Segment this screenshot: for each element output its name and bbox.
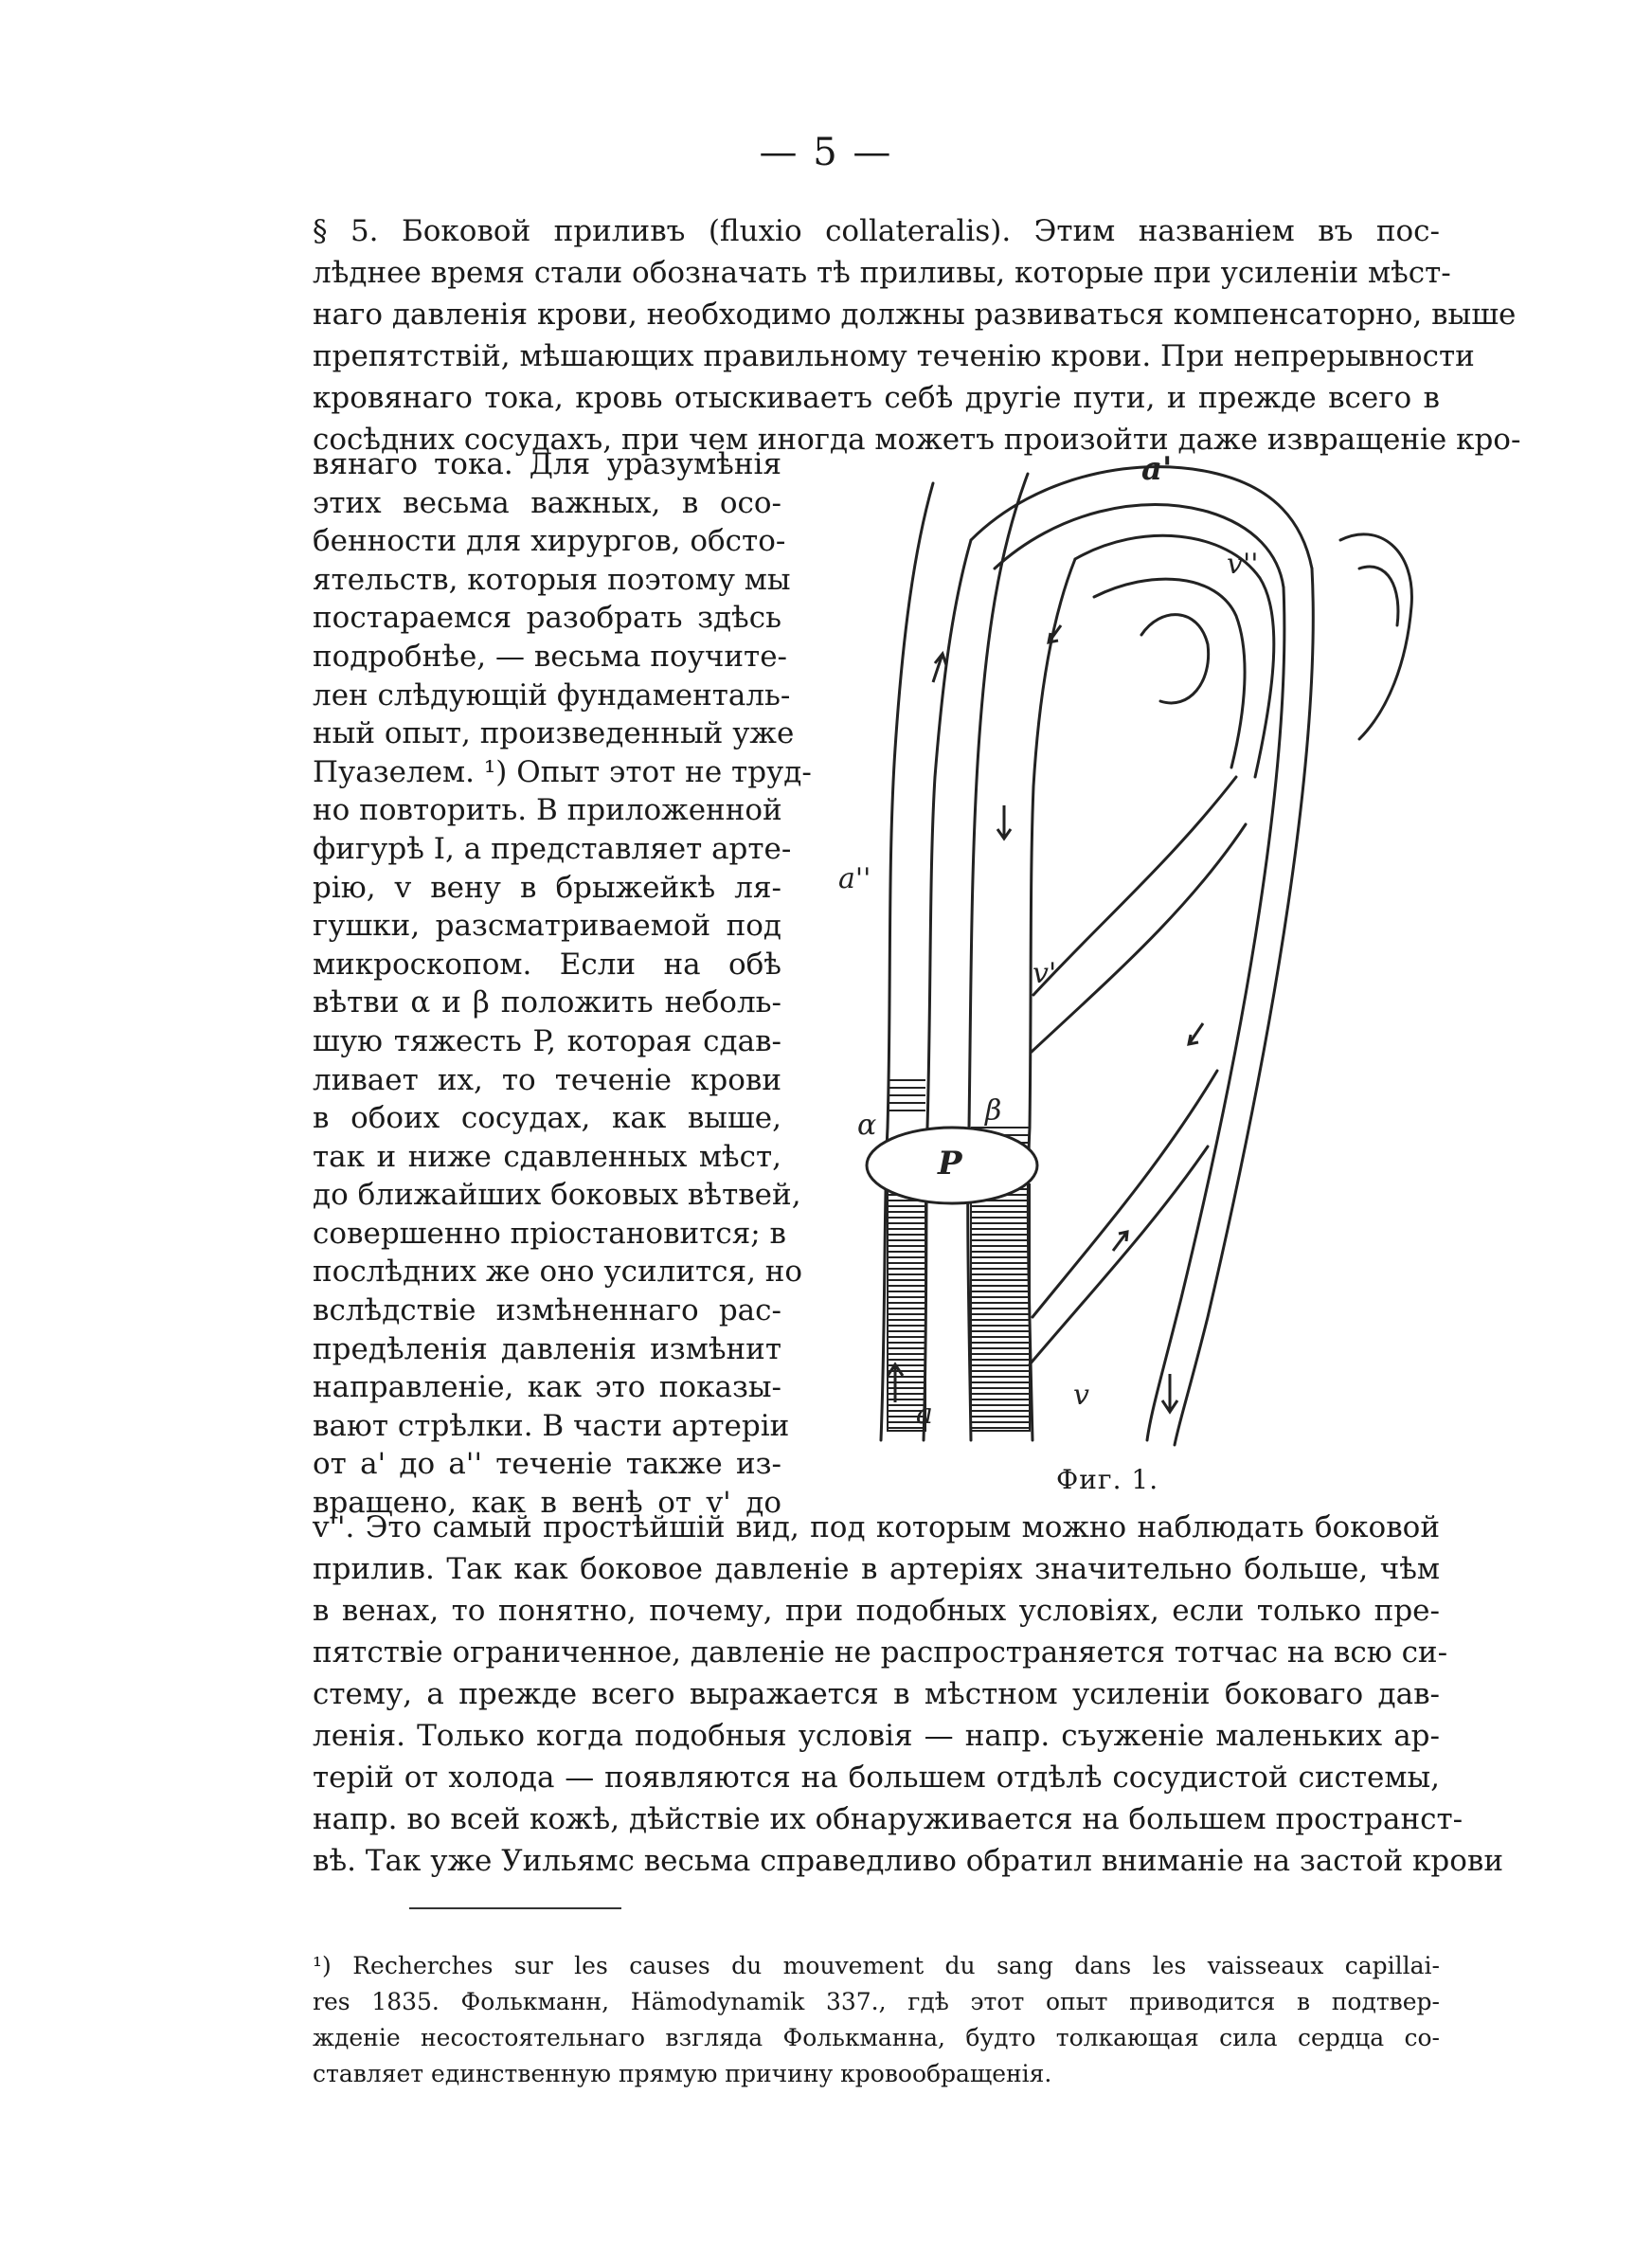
text-line: направленіе, как это показы- <box>313 1370 781 1405</box>
figure-caption: Фиг. 1. <box>1056 1464 1159 1495</box>
label-pressure: P <box>938 1145 962 1183</box>
text-line: вают стрѣлки. В части артеріи <box>313 1408 790 1443</box>
capillary-loop-1 <box>1141 615 1209 703</box>
label-a-bottom: a <box>916 1398 933 1431</box>
text-line: прилив. Так как боковое давленіе в артеріях значительно больше, чѣм <box>313 1552 1440 1586</box>
text-line: предѣленія давленія измѣнит <box>313 1331 781 1366</box>
text-line: шую тяжесть P, которая сдав- <box>313 1023 781 1058</box>
text-line: напр. во всей кожѣ, дѣйствіе их обнаруживается на большем пространст- <box>313 1802 1463 1836</box>
text-line: сосѣдних сосудахъ, при чем иногда можетъ произойти даже извращеніе кро- <box>313 423 1521 457</box>
footnote-line: ставляет единственную прямую причину кровообращенія. <box>313 2060 1052 2087</box>
label-v-mid: v' <box>1032 957 1057 990</box>
text-line: § 5. Боковой приливъ (fluxio collateralis). Этим названіем въ пос- <box>313 214 1440 248</box>
arrow-down-icon <box>997 805 1011 839</box>
artery-right-wall <box>924 540 971 1440</box>
paragraph-bottom <box>313 1507 1503 1882</box>
vessel-diagram <box>829 464 1435 1450</box>
text-line: вслѣдствіе измѣненнаго рас- <box>313 1293 781 1328</box>
left-column-text <box>313 445 812 1523</box>
vein-right-wall <box>1028 559 1075 1440</box>
footnote-line: ¹) Recherches sur les causes du mouvement du sang dans les vaisseaux capillai- <box>313 1952 1440 1979</box>
text-line: микроскопом. Если на обѣ <box>313 947 781 982</box>
text-line: v''. Это самый простѣйшій вид, под которым можно наблюдать боковой <box>313 1510 1440 1544</box>
vein-compressed-segment <box>971 1184 1030 1431</box>
text-line: ный опыт, произведенный уже <box>313 716 795 751</box>
text-line: вянаго тока. Для уразумѣнія <box>313 447 781 481</box>
text-line: постараемся разобрать здѣсь <box>313 601 781 636</box>
label-v-bottom: v <box>1073 1379 1089 1412</box>
text-line: гушки, разсматриваемой под <box>313 909 781 944</box>
text-line: совершенно пріостановится; в <box>313 1216 787 1251</box>
label-alpha: α <box>857 1109 877 1142</box>
diagonal-branch-1 <box>1033 777 1236 995</box>
text-line: вѣ. Так уже Уильямс весьма справедливо обратил вниманіе на застой крови <box>313 1844 1503 1878</box>
footnote-line: res 1835. Фолькманн, Hämodynamik 337., гдѣ этот опыт приводится в подтвер- <box>313 1988 1440 2015</box>
text-line: ливает их, то теченіе крови <box>313 1062 781 1097</box>
text-line: так и ниже сдавленных мѣст, <box>313 1139 781 1174</box>
text-line: пятствіе ограниченное, давленіе не распространяется тотчас на всю си- <box>313 1635 1448 1670</box>
text-line: кровянаго тока, кровь отыскиваетъ себѣ другіе пути, и прежде всего в <box>313 381 1440 415</box>
diagonal-branch-2 <box>1032 824 1246 1052</box>
vein-right-descending-inner <box>1147 587 1284 1440</box>
label-beta: β <box>985 1094 1002 1128</box>
branch-arc-second-inner <box>1094 579 1245 767</box>
text-line: Пуазелем. ¹) Опыт этот не труд- <box>313 754 812 789</box>
text-line: подробнѣе, — весьма поучите- <box>313 639 788 674</box>
figure-blood-vessels <box>829 450 1435 1450</box>
text-line: в обоих сосудах, как выше, <box>313 1101 781 1136</box>
footnote <box>313 1948 1440 2092</box>
text-line: вращено, как в венѣ от v' до <box>313 1486 781 1521</box>
text-line: лен слѣдующій фундаменталь- <box>313 677 791 713</box>
text-line: бенности для хирургов, обсто- <box>313 524 786 559</box>
text-line: лѣднее время стали обозначать тѣ приливы, которые при усиленіи мѣст- <box>313 256 1451 290</box>
capillary-loop-3 <box>1359 567 1398 625</box>
arrow-diag-icon <box>1113 1232 1127 1251</box>
page-number: — 5 — <box>759 131 893 174</box>
label-a-mid: a'' <box>838 862 871 895</box>
label-v-top: v'' <box>1227 548 1259 581</box>
footnote-divider <box>409 1907 621 1909</box>
artery-compressed-segment <box>888 1184 925 1431</box>
diagonal-branch-4 <box>1030 1147 1208 1364</box>
footnote-line: жденіе несостоятельнаго взгляда Фолькманна, будто толкающая сила сердца со- <box>313 2024 1440 2051</box>
text-line: в венах, то понятно, почему, при подобных условіях, если только пре- <box>313 1594 1440 1628</box>
text-line: ятельств, которыя поэтому мы <box>313 562 791 597</box>
text-line: препятствій, мѣшающих правильному теченію крови. При непрерывности <box>313 339 1475 373</box>
capillary-loop-2 <box>1340 534 1411 739</box>
text-line: наго давленія крови, необходимо должны развиваться компенсаторно, выше <box>313 298 1517 332</box>
label-a-top: a' <box>1141 450 1173 488</box>
text-line: но повторить. В приложенной <box>313 793 782 828</box>
text-line: вѣтви α и β положить неболь- <box>313 985 781 1020</box>
diagonal-branch-3 <box>1032 1071 1217 1317</box>
text-line: рію, v вену в брыжейкѣ ля- <box>313 870 781 905</box>
text-line: до ближайших боковых вѣтвей, <box>313 1178 801 1213</box>
text-line: от a' до a'' теченіе также из- <box>313 1447 781 1482</box>
text-line: послѣдних же оно усилится, но <box>313 1255 803 1290</box>
text-line: ленія. Только когда подобныя условія — напр. съуженіе маленьких ар- <box>313 1719 1440 1753</box>
arrow-diag-icon <box>1189 1023 1203 1044</box>
paragraph-top <box>313 210 1521 460</box>
arrow-down-icon <box>1162 1374 1177 1412</box>
text-line: терій от холода — появляются на большем отдѣлѣ сосудистой системы, <box>313 1760 1440 1795</box>
text-line: этих весьма важных, в осо- <box>313 485 781 520</box>
text-line: фигурѣ I, a представляет арте- <box>313 831 792 866</box>
text-line: стему, а прежде всего выражается в мѣстном усиленіи боковаго дав- <box>313 1677 1440 1711</box>
